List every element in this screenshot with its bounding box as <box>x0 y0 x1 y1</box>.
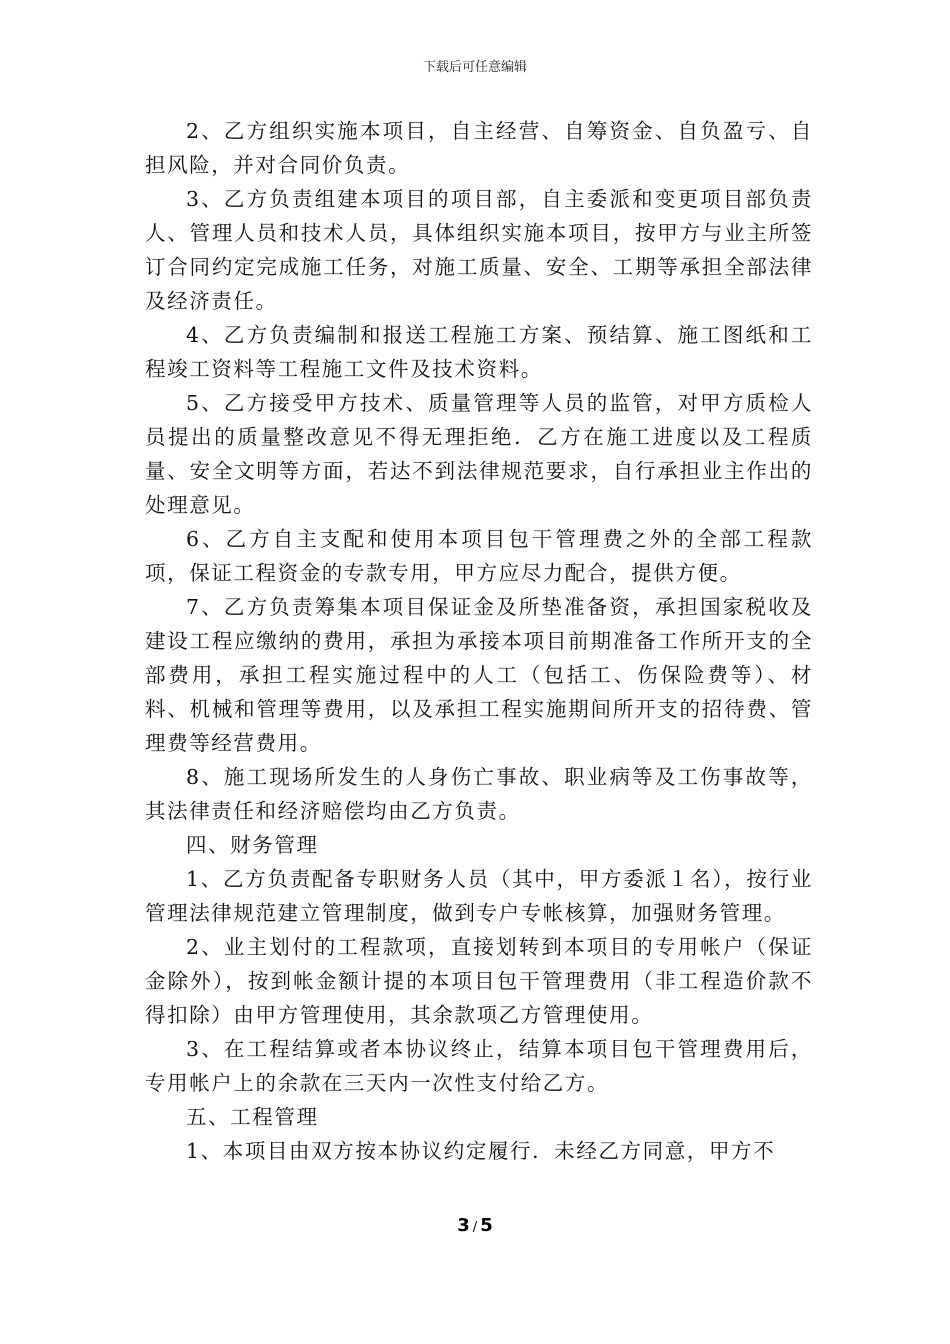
paragraph-finance-1: 1、乙方负责配备专职财务人员（其中，甲方委派１名），按行业管理法律规范建立管理制度，做到专户专帐核算，加强财务管理。 <box>145 867 813 925</box>
paragraph-engineering-1: 1、本项目由双方按本协议约定履行．未经乙方同意，甲方不 <box>186 1139 776 1163</box>
paragraph-clause-6: 6、乙方自主支配和使用本项目包干管理费之外的全部工程款项，保证工程资金的专款专用，甲方应尽力配合，提供方便。 <box>145 527 813 585</box>
section-heading-engineering: 五、工程管理 <box>186 1105 319 1129</box>
page-separator: / <box>472 1220 478 1235</box>
page-header-note: 下载后可任意编辑 <box>422 60 527 75</box>
total-pages-number: 5 <box>480 1215 493 1236</box>
current-page-number: 3 <box>457 1215 470 1236</box>
paragraph-clause-4: 4、乙方负责编制和报送工程施工方案、预结算、施工图纸和工程竣工资料等工程施工文件及技术资料。 <box>145 323 813 381</box>
section-heading-finance: 四、财务管理 <box>186 833 319 857</box>
paragraph-clause-5: 5、乙方接受甲方技术、质量管理等人员的监管，对甲方质检人员提出的质量整改意见不得无理拒绝．乙方在施工进度以及工程质量、安全文明等方面，若达不到法律规范要求，自行承担业主作出的处理意见。 <box>145 391 813 517</box>
paragraph-clause-8: 8、施工现场所发生的人身伤亡事故、职业病等及工伤事故等，其法律责任和经济赔偿均由乙方负责。 <box>145 765 813 823</box>
paragraph-finance-2: 2、业主划付的工程款项，直接划转到本项目的专用帐户（保证金除外），按到帐金额计提的本项目包干管理费用（非工程造价款不得扣除）由甲方管理使用，其余款项乙方管理使用。 <box>145 935 813 1027</box>
document-body <box>145 114 813 1168</box>
paragraph-finance-3: 3、在工程结算或者本协议终止，结算本项目包干管理费用后，专用帐户上的余款在三天内一次性支付给乙方。 <box>145 1037 813 1095</box>
paragraph-clause-2: 2、乙方组织实施本项目，自主经营、自筹资金、自负盈亏、自担风险，并对合同价负责。 <box>145 119 813 177</box>
paragraph-clause-7: 7、乙方负责筹集本项目保证金及所垫准备资，承担国家税收及建设工程应缴纳的费用，承担为承接本项目前期准备工作所开支的全部费用，承担工程实施过程中的人工（包括工、伤保险费等）、材料、机械和管理等费用，以及承担工程实施期间所开支的招待费、管理费等经营费用。 <box>145 595 813 755</box>
page-number <box>0 1215 950 1236</box>
paragraph-clause-3: 3、乙方负责组建本项目的项目部，自主委派和变更项目部负责人、管理人员和技术人员，具体组织实施本项目，按甲方与业主所签订合同约定完成施工任务，对施工质量、安全、工期等承担全部法律及经济责任。 <box>145 187 813 313</box>
